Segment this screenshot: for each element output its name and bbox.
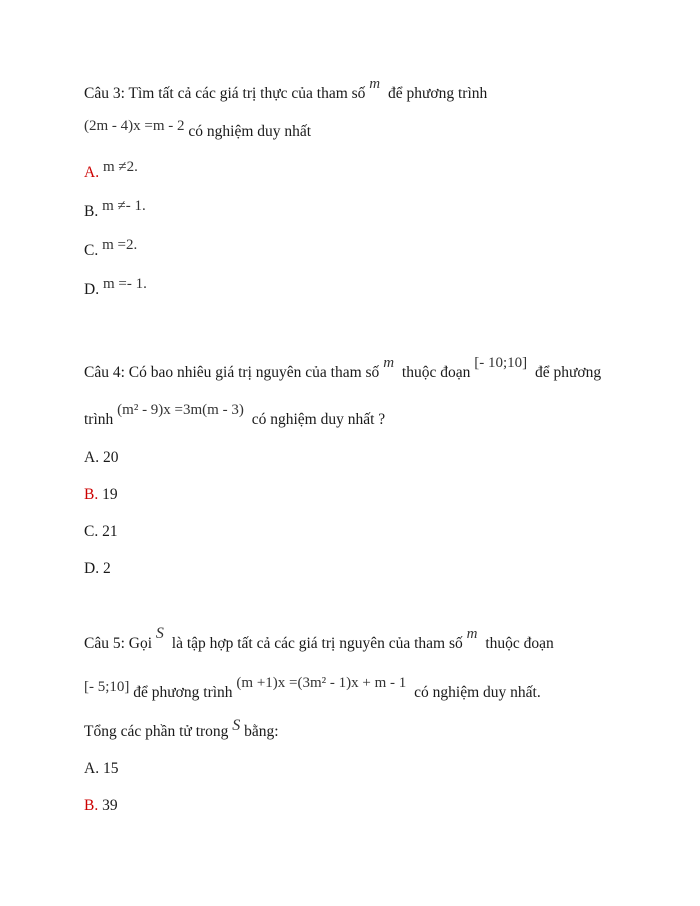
q5-text-a: Câu 5: Gọi (84, 635, 153, 652)
q3-text-line2: có nghiệm duy nhất (188, 123, 312, 140)
q5-line3 (84, 717, 279, 742)
q3-line1 (84, 76, 488, 104)
q5-interval: [- 5;10] (84, 679, 130, 695)
q4-option-b[interactable] (84, 485, 118, 505)
option-math: m ≠- 1. (102, 198, 146, 214)
option-letter: B. (84, 486, 99, 503)
q4-interval: [- 10;10] (474, 355, 528, 371)
q4-option-c[interactable] (84, 522, 118, 542)
option-text: C. 21 (84, 523, 118, 540)
q4-option-a[interactable] (84, 448, 118, 468)
option-letter: C. (84, 242, 99, 259)
option-text: D. 2 (84, 560, 111, 577)
option-value: 39 (102, 797, 118, 814)
option-text: A. 20 (84, 449, 119, 466)
q4-text-end: để phương (535, 364, 602, 381)
q5-line2 (84, 675, 541, 703)
q3-text: Câu 3: Tìm tất cả các giá trị thực của tham số (84, 85, 366, 102)
q5-text-mid: để phương trình (133, 684, 233, 701)
q5-set-s-2: S (232, 717, 241, 734)
option-value: 19 (102, 486, 118, 503)
q4-text-line2-end: có nghiệm duy nhất ? (251, 411, 386, 428)
q3-param-m: m (369, 76, 381, 92)
q4-line1 (84, 355, 602, 383)
q3-option-a[interactable] (84, 159, 138, 183)
q3-line2 (84, 118, 312, 142)
q4-text-mid: thuộc đoạn (401, 364, 471, 381)
q5-equation: (m +1)x =(3m² - 1)x + m - 1 (236, 675, 407, 691)
q5-text-end: thuộc đoạn (485, 635, 554, 652)
q5-option-a[interactable] (84, 759, 118, 779)
option-math: m =- 1. (102, 276, 147, 292)
q5-param-m: m (466, 626, 478, 642)
q4-text-line2-start: trình (84, 411, 114, 428)
q3-text-end: để phương trình (388, 85, 488, 102)
q5-option-b[interactable] (84, 796, 118, 816)
option-letter: A. (84, 164, 100, 181)
q3-option-d[interactable] (84, 276, 147, 300)
q4-equation: (m² - 9)x =3m(m - 3) (117, 402, 244, 418)
q4-param-m: m (383, 355, 395, 371)
q4-option-d[interactable] (84, 559, 111, 579)
q5-text-b: là tập hợp tất cả các giá trị nguyên của tham số (171, 635, 463, 652)
option-letter: D. (84, 281, 100, 298)
q5-line1 (84, 625, 554, 654)
option-math: m ≠2. (102, 159, 138, 175)
q5-text-line3-a: Tổng các phần tử trong (84, 723, 229, 740)
q3-equation: (2m - 4)x =m - 2 (84, 118, 185, 134)
q4-text: Câu 4: Có bao nhiêu giá trị nguyên của tham số (84, 364, 380, 381)
q4-line2 (84, 402, 386, 430)
option-text: A. 15 (84, 760, 119, 777)
option-letter: B. (84, 797, 99, 814)
q3-option-c[interactable] (84, 237, 138, 261)
q5-set-s: S (155, 625, 164, 642)
option-letter: B. (84, 203, 99, 220)
option-math: m =2. (102, 237, 138, 253)
q3-option-b[interactable] (84, 198, 146, 222)
q5-text-line3-b: bằng: (244, 723, 279, 740)
q5-text-line2-end: có nghiệm duy nhất. (414, 684, 541, 701)
